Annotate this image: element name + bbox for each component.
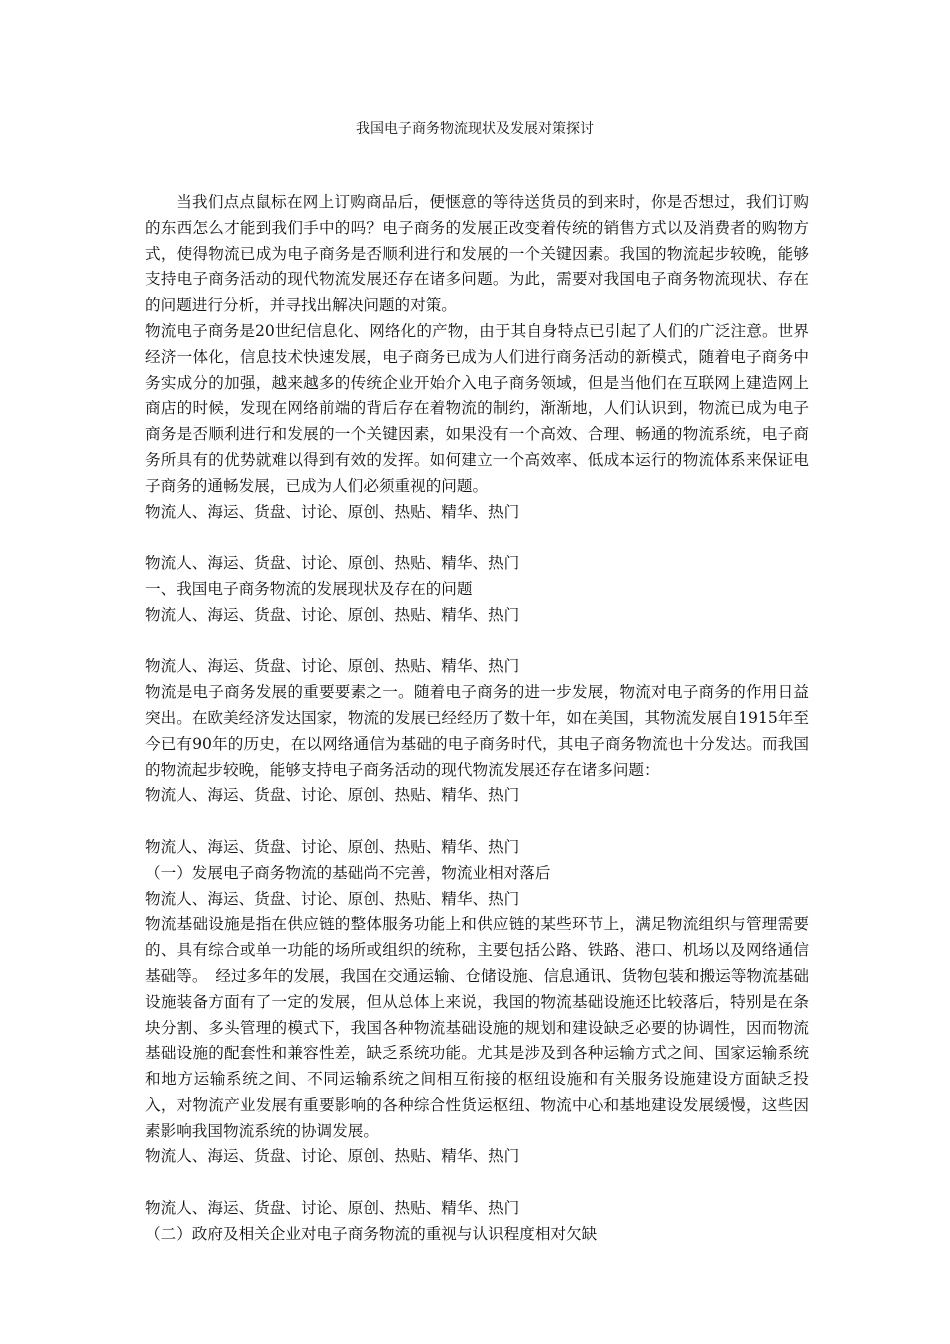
- tag-line: 物流人、海运、货盘、讨论、原创、热贴、精华、热门: [145, 889, 520, 908]
- tag-line: 物流人、海运、货盘、讨论、原创、热贴、精华、热门: [145, 786, 520, 805]
- blank-line: [145, 809, 809, 835]
- tag-line: 物流人、海运、货盘、讨论、原创、热贴、精华、热门: [145, 605, 520, 624]
- tag-line: 物流人、海运、货盘、讨论、原创、热贴、精华、热门: [145, 837, 520, 856]
- document-title: 我国电子商务物流现状及发展对策探讨: [356, 121, 594, 137]
- section-heading: （一）发展电子商务物流的基础尚不完善，物流业相对落后: [145, 863, 551, 882]
- body-paragraph: 物流电子商务是20世纪信息化、网络化的产物，由于其自身特点已引起了人们的广泛注意。世界经济一体化，信息技术快速发展，电子商务已成为人们进行商务活动的新模式，随着电子商务中务实成分的加强，越来越多的传统企业开始介入电子商务领域，但是当他们在互联网上建造网上商店的时候，发现在网络前端的背后存在着物流的制约，渐渐地，人们认识到，物流已成为电子商务是否顺利进行和发展的一个关键因素，如果没有一个高效、合理、畅通的物流系统，电子商务所具有的优势就难以得到有效的发挥。如何建立一个高效率、低成本运行的物流体系来保证电子商务的通畅发展，已成为人们必须重视的问题。: [145, 321, 809, 495]
- section-heading: 一、我国电子商务物流的发展现状及存在的问题: [145, 579, 473, 598]
- blank-line: [145, 1170, 809, 1196]
- tag-line: 物流人、海运、货盘、讨论、原创、热贴、精华、热门: [145, 554, 520, 573]
- tag-line: 物流人、海运、货盘、讨论、原创、热贴、精华、热门: [145, 657, 520, 676]
- tag-line: 物流人、海运、货盘、讨论、原创、热贴、精华、热门: [145, 1199, 520, 1218]
- tag-line: 物流人、海运、货盘、讨论、原创、热贴、精华、热门: [145, 502, 520, 521]
- blank-line: [145, 525, 809, 551]
- body-paragraph: 物流基础设施是指在供应链的整体服务功能上和供应链的某些环节上，满足物流组织与管理需要的、具有综合或单一功能的场所或组织的统称，主要包括公路、铁路、港口、机场以及网络通信基础等。 经过多年的发展，我国在交通运输、仓储设施、信息通讯、货物包装和搬运等物流基础设施装备方面有了一定的发展，但从总体上来说，我国的物流基础设施还比较落后，特别是在条块分割、多头管理的模式下，我国各种物流基础设施的规划和建设缺乏必要的协调性，因而物流基础设施的配套性和兼容性差，缺乏系统功能。尤其是涉及到各种运输方式之间、国家运输系统和地方运输系统之间、不同运输系统之间相互衔接的枢纽设施和有关服务设施建设方面缺乏投入，对物流产业发展有重要影响的各种综合性货运枢纽、物流中心和基地建设发展缓慢，这些因素影响我国物流系统的协调发展。: [145, 915, 809, 1140]
- document-body: [145, 190, 809, 1248]
- blank-line: [145, 629, 809, 655]
- tag-line: 物流人、海运、货盘、讨论、原创、热贴、精华、热门: [145, 1147, 520, 1166]
- body-paragraph: 当我们点点鼠标在网上订购商品后，便惬意的等待送货员的到来时，你是否想过，我们订购的东西怎么才能到我们手中的吗？电子商务的发展正改变着传统的销售方式以及消费者的购物方式，使得物流已成为电子商务是否顺利进行和发展的一个关键因素。我国的物流起步较晚，能够支持电子商务活动的现代物流发展还存在诸多问题。为此，需要对我国电子商务物流现状、存在的问题进行分析，并寻找出解决问题的对策。: [145, 193, 809, 315]
- section-heading: （二）政府及相关企业对电子商务物流的重视与认识程度相对欠缺: [145, 1224, 598, 1243]
- body-paragraph: 物流是电子商务发展的重要要素之一。随着电子商务的进一步发展，物流对电子商务的作用日益突出。在欧美经济发达国家，物流的发展已经经历了数十年，如在美国，其物流发展自1915年至今已有90年的历史，在以网络通信为基础的电子商务时代，其电子商务物流也十分发达。而我国的物流起步较晚，能够支持电子商务活动的现代物流发展还存在诸多问题：: [145, 683, 809, 779]
